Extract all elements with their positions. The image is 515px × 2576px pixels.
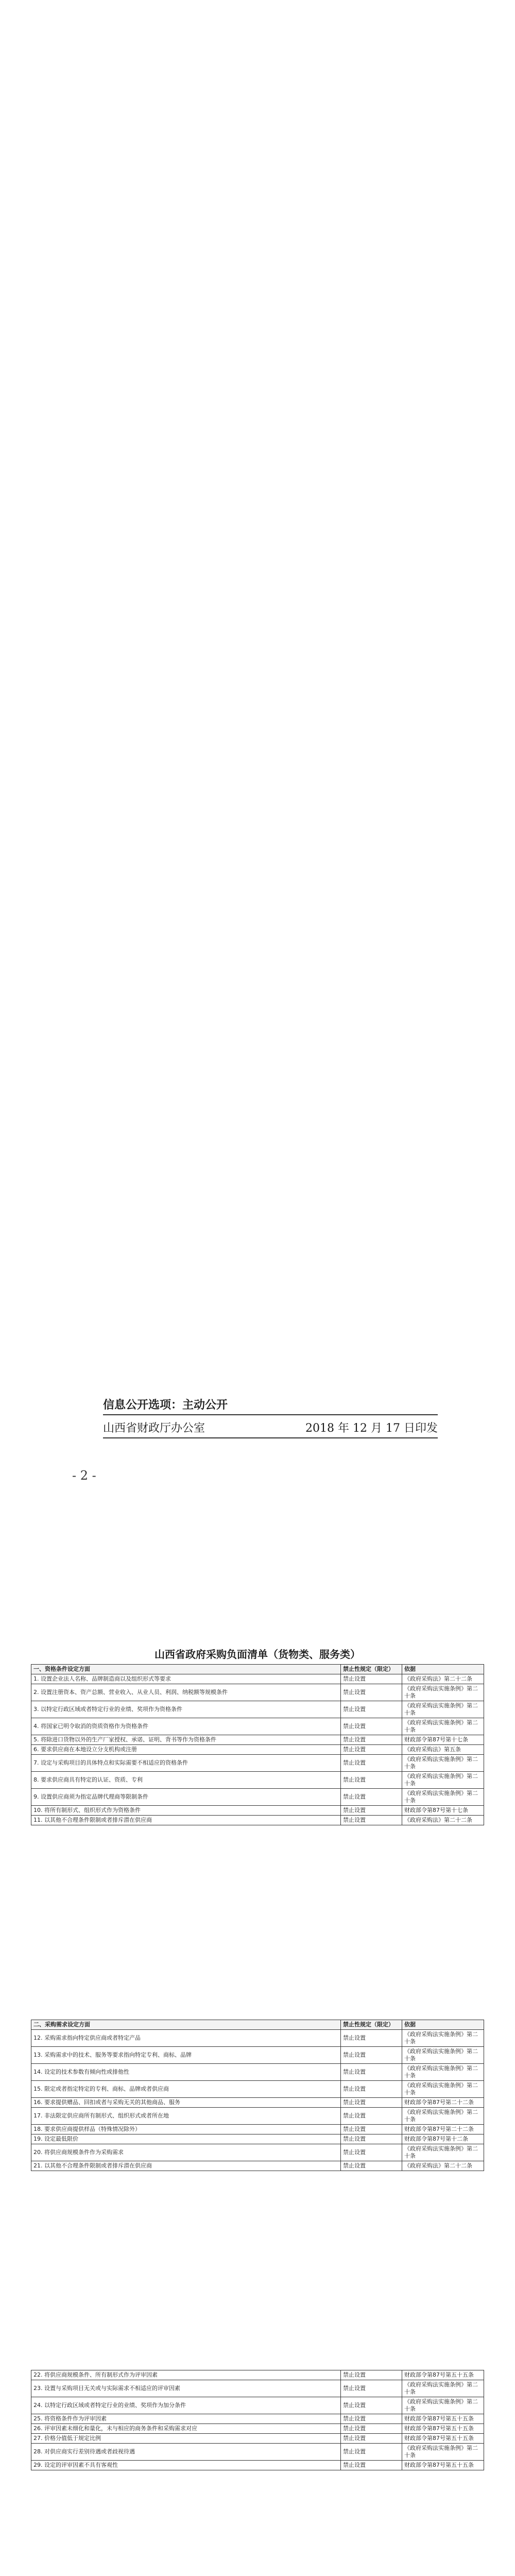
print-date: 2018 年 12 月 17 日印发 xyxy=(305,1422,438,1435)
table-row xyxy=(31,1816,484,1825)
row-basis-cell: 财政部令第87号第十二条 xyxy=(402,2134,484,2144)
row-basis-cell: 《政府采购法》第五条 xyxy=(402,1745,484,1755)
row-standard-cell: 禁止设置 xyxy=(341,1755,402,1772)
table-section-row xyxy=(31,2020,484,2030)
row-basis-cell: 《政府采购法实施条例》第二十条 xyxy=(402,2380,484,2397)
row-standard-cell: 禁止设置 xyxy=(341,2047,402,2064)
row-standard-cell: 禁止设置 xyxy=(341,2098,402,2108)
negative-list-table-1 xyxy=(31,1664,484,1825)
table-row xyxy=(31,2134,484,2144)
table-row xyxy=(31,1806,484,1816)
row-item-cell: 27. 价格分值低于规定比例 xyxy=(31,2434,341,2444)
table-row xyxy=(31,2144,484,2161)
row-item-cell: 22. 将供应商规模条件、所有制形式作为评审因素 xyxy=(31,2370,341,2380)
row-basis-cell: 《政府采购法》第二十二条 xyxy=(402,1816,484,1825)
row-item-cell: 25. 将资格条件作为评审因素 xyxy=(31,2414,341,2424)
row-item-cell: 14. 设定的技术参数有倾向性或排他性 xyxy=(31,2064,341,2081)
table-row xyxy=(31,1745,484,1755)
issuing-office: 山西省财政厅办公室 xyxy=(103,1422,205,1435)
row-basis-cell: 《政府采购法实施条例》第二十条 xyxy=(402,2064,484,2081)
row-basis-cell: 《政府采购法实施条例》第二十条 xyxy=(402,2397,484,2414)
row-basis-cell: 财政部令第87号第五十五条 xyxy=(402,2461,484,2470)
table-row xyxy=(31,1701,484,1718)
table-row xyxy=(31,2030,484,2047)
row-basis-cell: 《政府采购法实施条例》第二十条 xyxy=(402,2047,484,2064)
table-row xyxy=(31,2108,484,2125)
row-standard-cell: 禁止设置 xyxy=(341,2108,402,2125)
table-row xyxy=(31,2161,484,2171)
row-standard-cell: 禁止设置 xyxy=(341,2161,402,2171)
row-basis-cell: 《政府采购法实施条例》第二十条 xyxy=(402,1701,484,1718)
table-row xyxy=(31,2370,484,2380)
row-item-cell: 18. 要求供应商提供样品（特殊情况除外） xyxy=(31,2125,341,2134)
row-standard-cell: 禁止设置 xyxy=(341,1674,402,1684)
row-standard-cell: 禁止设置 xyxy=(341,2125,402,2134)
row-basis-cell: 《政府采购法实施条例》第二十条 xyxy=(402,2081,484,2098)
row-basis-cell: 财政部令第87号第二十二条 xyxy=(402,2125,484,2134)
row-standard-cell: 禁止设置 xyxy=(341,1806,402,1816)
row-item-cell: 5. 将除进口货物以外的生产厂家授权、承诺、证明、背书等作为资格条件 xyxy=(31,1735,341,1745)
row-basis-cell: 《政府采购法实施条例》第二十条 xyxy=(402,2444,484,2461)
row-item-cell: 26. 评审因素未细化和量化，未与相应的商务条件和采购需求对应 xyxy=(31,2424,341,2434)
footer-rule-top xyxy=(103,1414,438,1415)
row-basis-cell: 财政部令第87号第五十五条 xyxy=(402,2414,484,2424)
table-row xyxy=(31,1755,484,1772)
table-row xyxy=(31,2047,484,2064)
table-row xyxy=(31,2064,484,2081)
table-row xyxy=(31,2434,484,2444)
row-basis-cell: 财政部令第87号第五十五条 xyxy=(402,2424,484,2434)
table-row xyxy=(31,2444,484,2461)
row-standard-cell: 禁止性规定（限定） xyxy=(341,2020,402,2030)
row-item-cell: 2. 设置注册资本、资产总额、营业收入、从业人员、利润、纳税额等规模条件 xyxy=(31,1684,341,1701)
table-row xyxy=(31,2125,484,2134)
row-standard-cell: 禁止设置 xyxy=(341,1701,402,1718)
table-row xyxy=(31,1772,484,1789)
row-item-cell: 4. 将国家已明令取消的资质资格作为资格条件 xyxy=(31,1718,341,1735)
row-basis-cell: 依据 xyxy=(402,1665,484,1674)
table-row xyxy=(31,1735,484,1745)
footer-row xyxy=(103,1419,438,1435)
row-item-cell: 8. 要求供应商具有特定的认证、资质、专利 xyxy=(31,1772,341,1789)
row-standard-cell: 禁止设置 xyxy=(341,2144,402,2161)
row-basis-cell: 财政部令第87号第五十五条 xyxy=(402,2370,484,2380)
negative-list-table-3 xyxy=(31,2370,484,2470)
row-standard-cell: 禁止设置 xyxy=(341,2414,402,2424)
row-standard-cell: 禁止设置 xyxy=(341,2081,402,2098)
footer-rule-bottom xyxy=(103,1437,438,1438)
row-standard-cell: 禁止设置 xyxy=(341,2461,402,2470)
row-item-cell: 20. 将供应商规模条件作为采购需求 xyxy=(31,2144,341,2161)
row-item-cell: 12. 采购需求指向特定供应商或者特定产品 xyxy=(31,2030,341,2047)
row-standard-cell: 禁止设置 xyxy=(341,1718,402,1735)
table-row xyxy=(31,2081,484,2098)
row-basis-cell: 《政府采购法实施条例》第二十条 xyxy=(402,1755,484,1772)
row-standard-cell: 禁止设置 xyxy=(341,2134,402,2144)
table-row xyxy=(31,1684,484,1701)
row-standard-cell: 禁止设置 xyxy=(341,2064,402,2081)
row-basis-cell: 《政府采购法实施条例》第二十条 xyxy=(402,2030,484,2047)
table-row xyxy=(31,2397,484,2414)
row-item-cell: 二、采购需求设定方面 xyxy=(31,2020,341,2030)
row-basis-cell: 《政府采购法实施条例》第二十条 xyxy=(402,1718,484,1735)
row-standard-cell: 禁止设置 xyxy=(341,1772,402,1789)
list-title: 山西省政府采购负面清单（货物类、服务类） xyxy=(154,1648,360,1660)
table-row xyxy=(31,2098,484,2108)
table-row xyxy=(31,2380,484,2397)
row-basis-cell: 财政部令第87号第五十五条 xyxy=(402,2434,484,2444)
row-item-cell: 23. 设置与采购项目无关或与实际需求不相适应的评审因素 xyxy=(31,2380,341,2397)
table-row xyxy=(31,1674,484,1684)
row-basis-cell: 依据 xyxy=(402,2020,484,2030)
table-row xyxy=(31,2424,484,2434)
publicity-option: 信息公开选项：主动公开 xyxy=(103,1398,228,1412)
row-standard-cell: 禁止设置 xyxy=(341,2444,402,2461)
table-row xyxy=(31,1789,484,1806)
row-basis-cell: 财政部令第87号第十七条 xyxy=(402,1806,484,1816)
table-row xyxy=(31,1718,484,1735)
table-row xyxy=(31,2461,484,2470)
row-standard-cell: 禁止设置 xyxy=(341,2424,402,2434)
row-item-cell: 7. 设定与采购项目的具体特点和实际需要不相适应的资格条件 xyxy=(31,1755,341,1772)
row-basis-cell: 《政府采购法实施条例》第二十条 xyxy=(402,1684,484,1701)
page-number: - 2 - xyxy=(72,1468,96,1483)
row-basis-cell: 《政府采购法实施条例》第二十条 xyxy=(402,2108,484,2125)
row-item-cell: 10. 将所有制形式、组织形式作为资格条件 xyxy=(31,1806,341,1816)
row-standard-cell: 禁止设置 xyxy=(341,2397,402,2414)
row-standard-cell: 禁止设置 xyxy=(341,1789,402,1806)
negative-list-table-2 xyxy=(31,2020,484,2171)
row-standard-cell: 禁止设置 xyxy=(341,2370,402,2380)
row-basis-cell: 《政府采购法》第二十二条 xyxy=(402,1674,484,1684)
row-item-cell: 17. 非法限定供应商所有制形式、组织形式或者所在地 xyxy=(31,2108,341,2125)
row-basis-cell: 《政府采购法实施条例》第二十条 xyxy=(402,1789,484,1806)
row-standard-cell: 禁止设置 xyxy=(341,1735,402,1745)
row-basis-cell: 《政府采购法》第二十二条 xyxy=(402,2161,484,2171)
table-section-row xyxy=(31,1665,484,1674)
row-item-cell: 19. 设定最低限价 xyxy=(31,2134,341,2144)
row-standard-cell: 禁止设置 xyxy=(341,2030,402,2047)
row-item-cell: 1. 设置企业法人名称、品牌制造商以及组织形式等要求 xyxy=(31,1674,341,1684)
row-basis-cell: 《政府采购法实施条例》第二十条 xyxy=(402,1772,484,1789)
row-basis-cell: 《政府采购法实施条例》第二十条 xyxy=(402,2144,484,2161)
row-basis-cell: 财政部令第87号第二十二条 xyxy=(402,2098,484,2108)
row-standard-cell: 禁止性规定（限定） xyxy=(341,1665,402,1674)
row-item-cell: 28. 对供应商实行差别待遇或者歧视待遇 xyxy=(31,2444,341,2461)
row-standard-cell: 禁止设置 xyxy=(341,2380,402,2397)
row-item-cell: 29. 设定的评审因素不具有客观性 xyxy=(31,2461,341,2470)
row-standard-cell: 禁止设置 xyxy=(341,2434,402,2444)
row-item-cell: 21. 以其他不合理条件限制或者排斥潜在供应商 xyxy=(31,2161,341,2171)
row-item-cell: 24. 以特定行政区域或者特定行业的业绩、奖项作为加分条件 xyxy=(31,2397,341,2414)
table-row xyxy=(31,2414,484,2424)
row-item-cell: 6. 要求供应商在本地设立分支机构或注册 xyxy=(31,1745,341,1755)
row-item-cell: 9. 设置供应商须为指定品牌代理商等限制条件 xyxy=(31,1789,341,1806)
row-standard-cell: 禁止设置 xyxy=(341,1745,402,1755)
row-standard-cell: 禁止设置 xyxy=(341,1684,402,1701)
row-item-cell: 13. 采购需求中的技术、服务等要求指向特定专利、商标、品牌 xyxy=(31,2047,341,2064)
row-basis-cell: 财政部令第87号第十七条 xyxy=(402,1735,484,1745)
row-item-cell: 16. 要求提供赠品、回扣或者与采购无关的其他商品、服务 xyxy=(31,2098,341,2108)
row-item-cell: 11. 以其他不合理条件限制或者排斥潜在供应商 xyxy=(31,1816,341,1825)
row-item-cell: 一、资格条件设定方面 xyxy=(31,1665,341,1674)
row-standard-cell: 禁止设置 xyxy=(341,1816,402,1825)
row-item-cell: 3. 以特定行政区域或者特定行业的业绩、奖项作为资格条件 xyxy=(31,1701,341,1718)
row-item-cell: 15. 限定或者指定特定的专利、商标、品牌或者供应商 xyxy=(31,2081,341,2098)
